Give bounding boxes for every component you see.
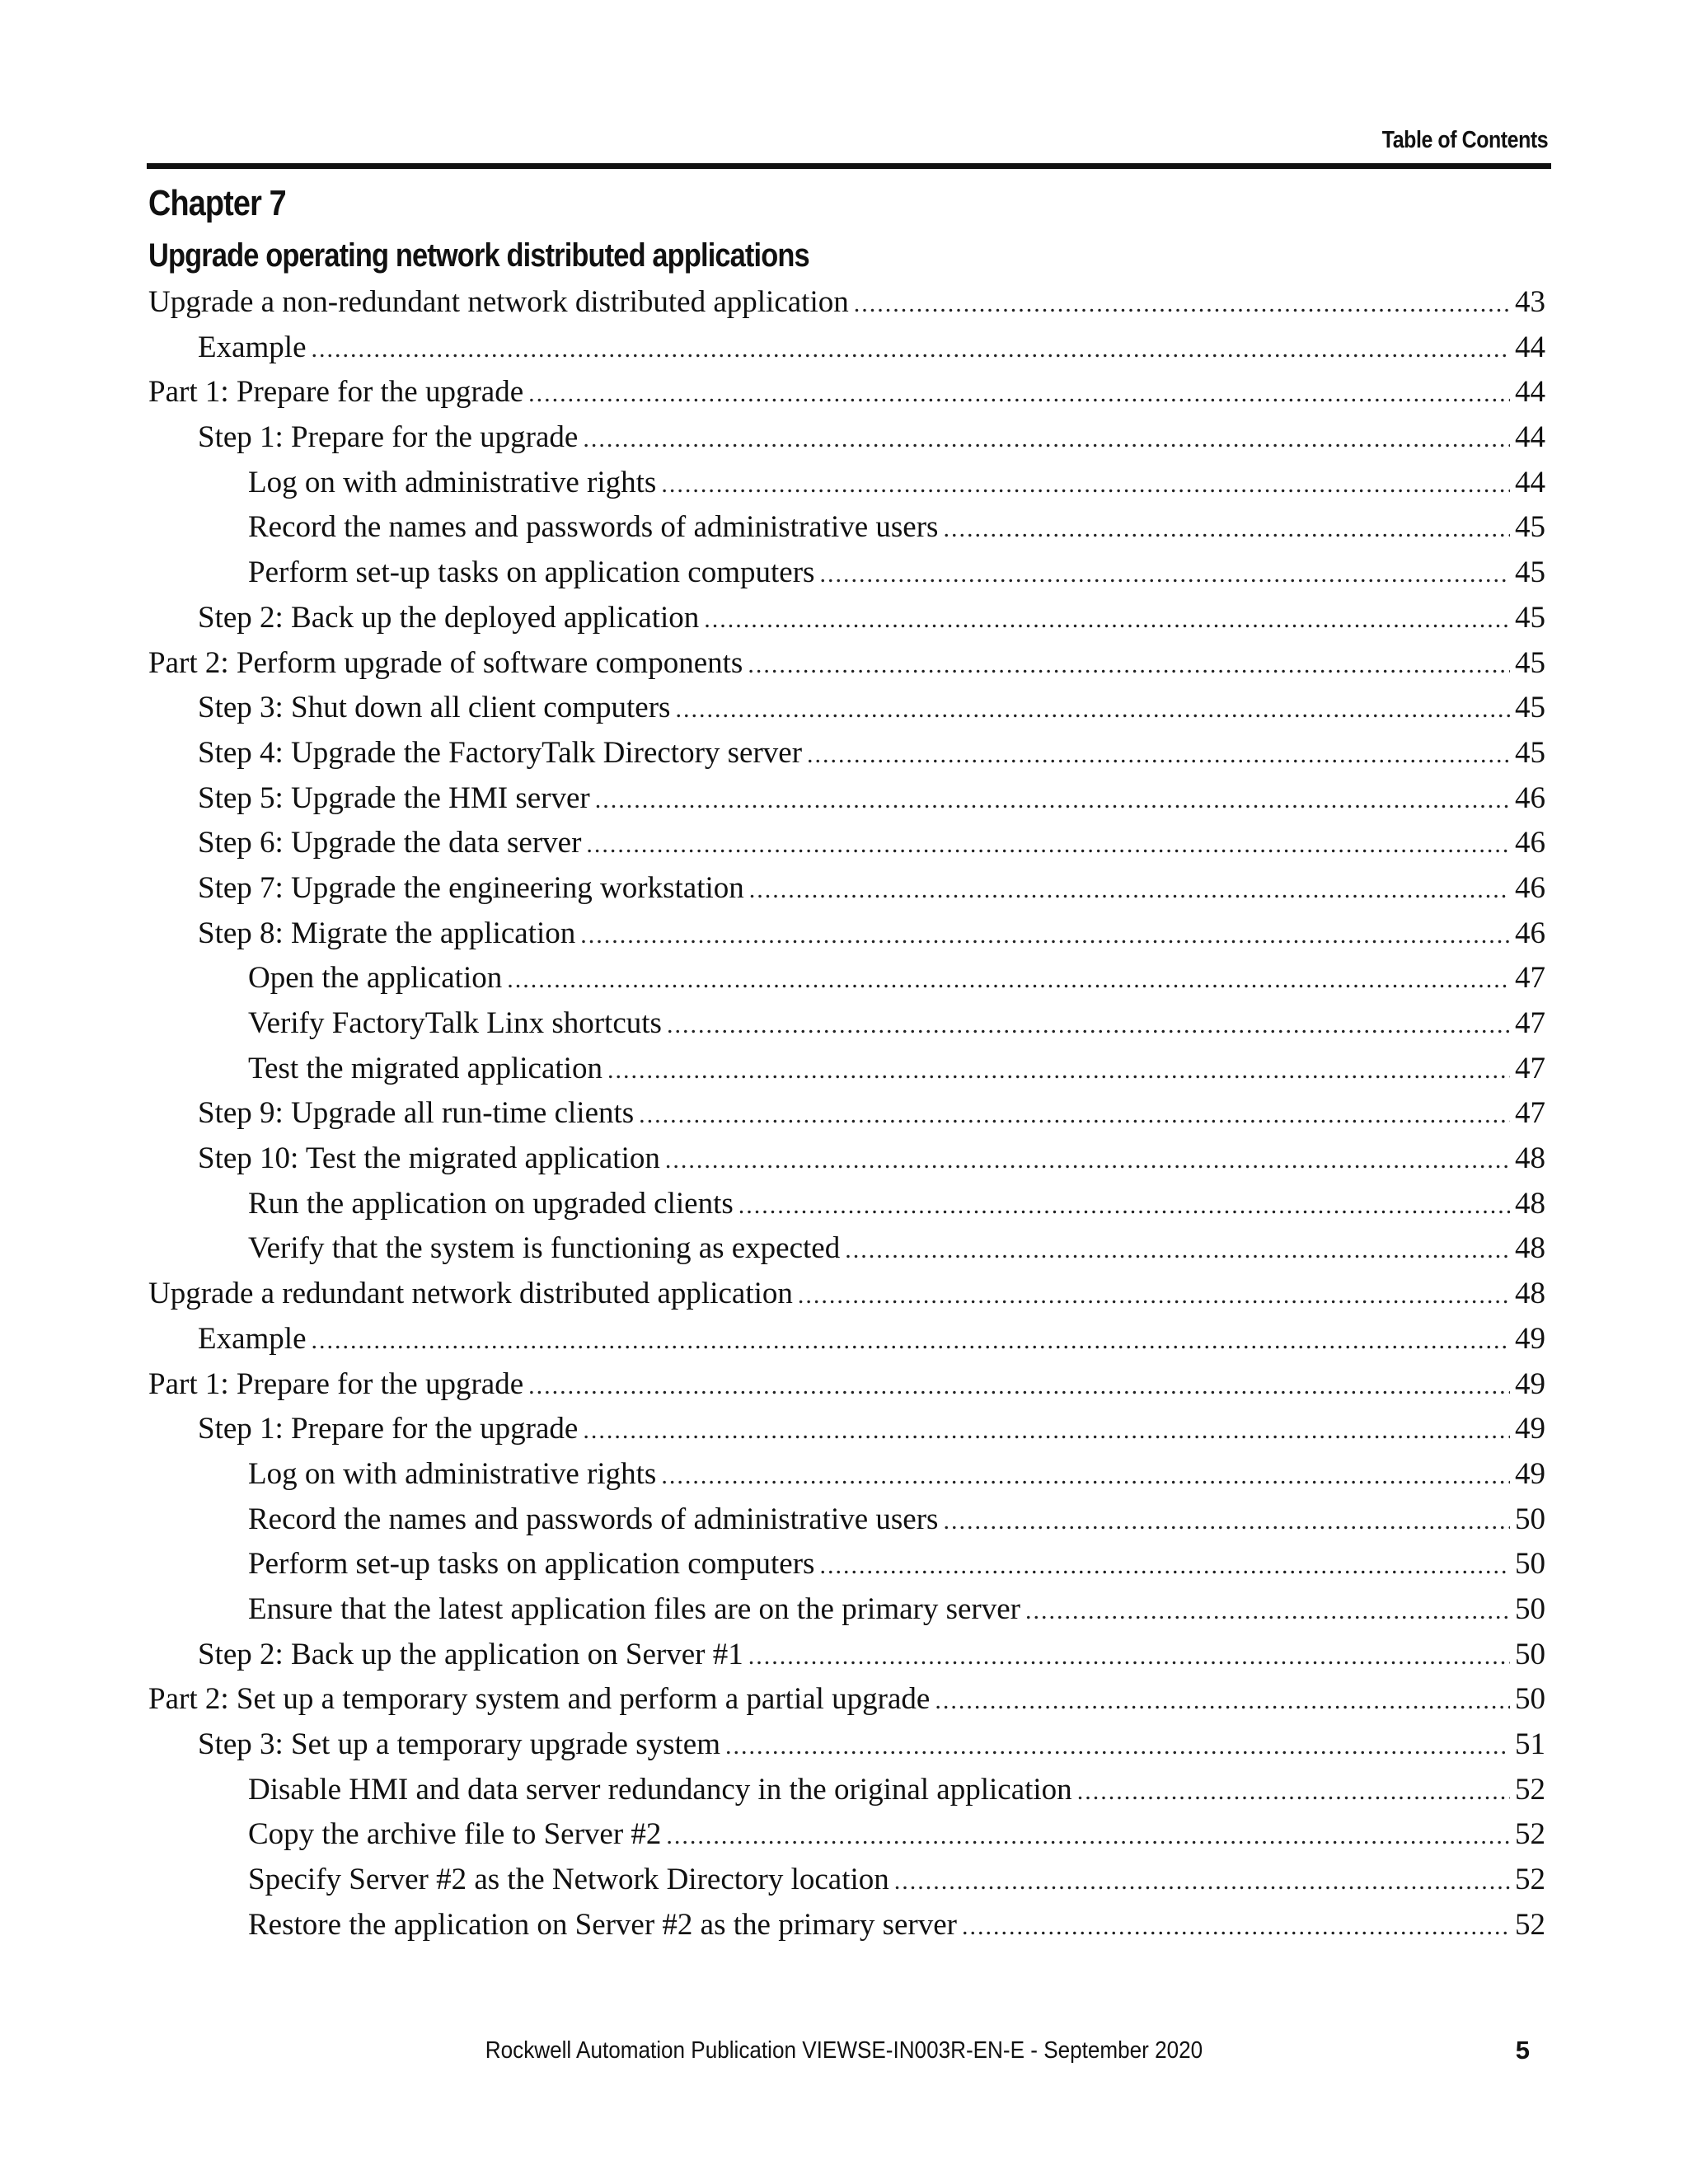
toc-dot-leader [748, 1643, 1510, 1671]
header-rule [147, 163, 1551, 169]
toc-entry-label: Run the application on upgraded clients [248, 1186, 734, 1221]
toc-entry-page-number: 45 [1515, 691, 1545, 725]
toc-dot-leader [312, 335, 1510, 363]
toc-entry[interactable] [148, 1230, 1545, 1276]
toc-entry-page-number: 47 [1515, 961, 1545, 996]
toc-entry-page-number: 49 [1515, 1366, 1545, 1401]
toc-entry[interactable] [148, 465, 1545, 510]
toc-entry-label: Perform set-up tasks on application computers [248, 555, 815, 590]
toc-entry-label: Record the names and passwords of administrative users [248, 1502, 939, 1536]
footer-page-number: 5 [1515, 2036, 1530, 2064]
toc-entry-label: Step 9: Upgrade all run-time clients [198, 1096, 635, 1131]
toc-dot-leader [1077, 1778, 1510, 1806]
toc-entry[interactable] [148, 735, 1545, 780]
toc-dot-leader [639, 1101, 1510, 1129]
toc-entry-label: Step 1: Prepare for the upgrade [198, 420, 579, 455]
toc-dot-leader [749, 876, 1510, 904]
toc-entry[interactable] [148, 1141, 1545, 1186]
toc-entry-page-number: 50 [1515, 1682, 1545, 1717]
toc-entry-label: Step 5: Upgrade the HMI server [198, 780, 590, 815]
toc-entry-page-number: 52 [1515, 1907, 1545, 1942]
toc-dot-leader [595, 786, 1510, 814]
toc-entry-page-number: 48 [1515, 1277, 1545, 1311]
toc-dot-leader [845, 1236, 1510, 1264]
toc-entry[interactable] [148, 419, 1545, 465]
toc-entry-page-number: 51 [1515, 1727, 1545, 1761]
toc-entry[interactable] [148, 1816, 1545, 1862]
toc-entry-label: Part 1: Prepare for the upgrade [148, 375, 524, 410]
toc-entry-page-number: 49 [1515, 1321, 1545, 1356]
toc-entry[interactable] [148, 1366, 1545, 1412]
toc-dot-leader [798, 1282, 1510, 1310]
toc-entry[interactable] [148, 1095, 1545, 1141]
toc-entry-label: Copy the archive file to Server #2 [248, 1817, 662, 1852]
toc-entry-page-number: 47 [1515, 1096, 1545, 1131]
toc-entry-page-number: 45 [1515, 555, 1545, 590]
toc-entry-page-number: 44 [1515, 330, 1545, 364]
toc-dot-leader [528, 380, 1510, 408]
toc-entry-page-number: 44 [1515, 420, 1545, 455]
toc-entry-page-number: 46 [1515, 870, 1545, 905]
toc-entry[interactable] [148, 1051, 1545, 1096]
toc-dot-leader [748, 651, 1510, 679]
toc-dot-leader [665, 1146, 1510, 1174]
toc-entry-label: Step 2: Back up the application on Server #1 [198, 1637, 743, 1671]
toc-entry-label: Restore the application on Server #2 as the primary server [248, 1907, 957, 1942]
toc-entry-label: Part 2: Perform upgrade of software components [148, 645, 743, 680]
toc-entry[interactable] [148, 509, 1545, 555]
toc-entry-page-number: 45 [1515, 600, 1545, 635]
toc-entry-label: Upgrade a non-redundant network distributed application [148, 285, 849, 319]
toc-entry-page-number: 49 [1515, 1456, 1545, 1491]
toc-entry-page-number: 45 [1515, 735, 1545, 770]
toc-entry-label: Part 2: Set up a temporary system and perform a partial upgrade [148, 1682, 931, 1717]
toc-dot-leader [607, 1057, 1510, 1085]
toc-entry-page-number: 48 [1515, 1231, 1545, 1266]
toc-entry-label: Step 10: Test the migrated application [198, 1141, 660, 1176]
toc-entry[interactable] [148, 1276, 1545, 1321]
toc-entry-label: Step 3: Set up a temporary upgrade system [198, 1727, 721, 1761]
toc-entry-label: Log on with administrative rights [248, 1456, 657, 1491]
toc-entry-page-number: 48 [1515, 1186, 1545, 1221]
toc-entry-label: Example [198, 330, 307, 364]
toc-entry[interactable] [148, 780, 1545, 826]
toc-entry-page-number: 45 [1515, 645, 1545, 680]
toc-entry-label: Perform set-up tasks on application computers [248, 1547, 815, 1582]
toc-dot-leader [666, 1822, 1510, 1850]
toc-entry[interactable] [148, 600, 1545, 645]
toc-entry-label: Verify that the system is functioning as expected [248, 1231, 841, 1266]
toc-entry[interactable] [148, 284, 1545, 330]
toc-dot-leader [935, 1687, 1510, 1715]
toc-dot-leader [1025, 1597, 1510, 1625]
toc-entry-label: Specify Server #2 as the Network Directory location [248, 1863, 889, 1897]
toc-entry[interactable] [148, 1591, 1545, 1637]
footer-publication: Rockwell Automation Publication VIEWSE-IN003R-EN-E - September 2020 [485, 2037, 1203, 2064]
toc-entry-page-number: 45 [1515, 510, 1545, 545]
toc-entry-page-number: 44 [1515, 465, 1545, 499]
toc-entry[interactable] [148, 1502, 1545, 1547]
toc-entry-label: Test the migrated application [248, 1051, 603, 1085]
toc-dot-leader [528, 1372, 1510, 1400]
toc-entry-page-number: 49 [1515, 1412, 1545, 1446]
toc-entry[interactable] [148, 1186, 1545, 1231]
toc-dot-leader [854, 290, 1510, 318]
toc-entry-page-number: 46 [1515, 780, 1545, 815]
toc-dot-leader [819, 1552, 1510, 1580]
toc-entry[interactable] [148, 1727, 1545, 1772]
toc-entry-page-number: 50 [1515, 1591, 1545, 1626]
toc-entry[interactable] [148, 870, 1545, 916]
toc-entry[interactable] [148, 1456, 1545, 1502]
toc-dot-leader [704, 606, 1510, 634]
toc-entry[interactable] [148, 1907, 1545, 1952]
toc-dot-leader [943, 515, 1510, 543]
toc-dot-leader [661, 471, 1510, 499]
toc-entry[interactable] [148, 555, 1545, 600]
toc-entry[interactable] [148, 645, 1545, 691]
toc-entry[interactable] [148, 960, 1545, 1005]
chapter-title: Upgrade operating network distributed applications [148, 237, 809, 274]
toc-entry-page-number: 52 [1515, 1817, 1545, 1852]
table-of-contents [148, 284, 1545, 1952]
toc-entry[interactable] [148, 825, 1545, 870]
toc-entry[interactable] [148, 1681, 1545, 1727]
toc-entry-page-number: 46 [1515, 826, 1545, 860]
toc-entry[interactable] [148, 1321, 1545, 1366]
toc-entry[interactable] [148, 1772, 1545, 1817]
toc-dot-leader [819, 560, 1510, 588]
toc-entry-label: Verify FactoryTalk Linx shortcuts [248, 1006, 662, 1040]
toc-entry-page-number: 43 [1515, 285, 1545, 319]
toc-entry-label: Example [198, 1321, 307, 1356]
toc-entry-label: Disable HMI and data server redundancy in the original application [248, 1772, 1072, 1807]
toc-entry[interactable] [148, 374, 1545, 419]
toc-dot-leader [507, 966, 1510, 994]
toc-entry-label: Step 1: Prepare for the upgrade [198, 1412, 579, 1446]
toc-dot-leader [312, 1327, 1510, 1355]
toc-entry-page-number: 52 [1515, 1863, 1545, 1897]
toc-entry[interactable] [148, 916, 1545, 961]
toc-entry-label: Step 8: Migrate the application [198, 916, 576, 950]
toc-dot-leader [962, 1913, 1510, 1941]
toc-entry[interactable] [148, 1411, 1545, 1456]
toc-entry-label: Ensure that the latest application files are on the primary server [248, 1591, 1020, 1626]
toc-entry-page-number: 50 [1515, 1637, 1545, 1671]
toc-dot-leader [807, 741, 1510, 769]
toc-dot-leader [675, 696, 1510, 724]
toc-entry-page-number: 50 [1515, 1502, 1545, 1536]
toc-entry-page-number: 46 [1515, 916, 1545, 950]
toc-entry[interactable] [148, 1862, 1545, 1907]
toc-entry-label: Log on with administrative rights [248, 465, 657, 499]
toc-entry[interactable] [148, 1005, 1545, 1051]
toc-entry-page-number: 48 [1515, 1141, 1545, 1176]
toc-entry-page-number: 50 [1515, 1547, 1545, 1582]
toc-entry[interactable] [148, 1546, 1545, 1591]
toc-dot-leader [738, 1192, 1510, 1220]
running-header-title: Table of Contents [1381, 127, 1548, 153]
toc-entry-label: Step 2: Back up the deployed application [198, 600, 700, 635]
toc-entry-label: Step 7: Upgrade the engineering workstation [198, 870, 744, 905]
toc-entry[interactable] [148, 330, 1545, 375]
toc-entry-page-number: 52 [1515, 1772, 1545, 1807]
toc-entry[interactable] [148, 690, 1545, 735]
toc-entry-page-number: 44 [1515, 375, 1545, 410]
toc-entry-page-number: 47 [1515, 1051, 1545, 1085]
toc-entry-label: Open the application [248, 961, 503, 996]
chapter-number: Chapter 7 [148, 183, 286, 223]
toc-dot-leader [661, 1462, 1510, 1490]
toc-entry-page-number: 47 [1515, 1006, 1545, 1040]
toc-dot-leader [583, 1417, 1510, 1445]
toc-entry[interactable] [148, 1637, 1545, 1682]
toc-dot-leader [943, 1507, 1510, 1535]
toc-entry-label: Step 6: Upgrade the data server [198, 826, 582, 860]
toc-dot-leader [580, 921, 1510, 949]
toc-dot-leader [667, 1011, 1510, 1039]
toc-dot-leader [894, 1868, 1510, 1896]
toc-entry-label: Part 1: Prepare for the upgrade [148, 1366, 524, 1401]
toc-dot-leader [583, 425, 1510, 453]
toc-entry-label: Step 3: Shut down all client computers [198, 691, 671, 725]
toc-dot-leader [586, 831, 1510, 859]
toc-entry-label: Upgrade a redundant network distributed application [148, 1277, 793, 1311]
toc-dot-leader [725, 1732, 1510, 1760]
toc-entry-label: Record the names and passwords of administrative users [248, 510, 939, 545]
toc-entry-label: Step 4: Upgrade the FactoryTalk Directory server [198, 735, 803, 770]
